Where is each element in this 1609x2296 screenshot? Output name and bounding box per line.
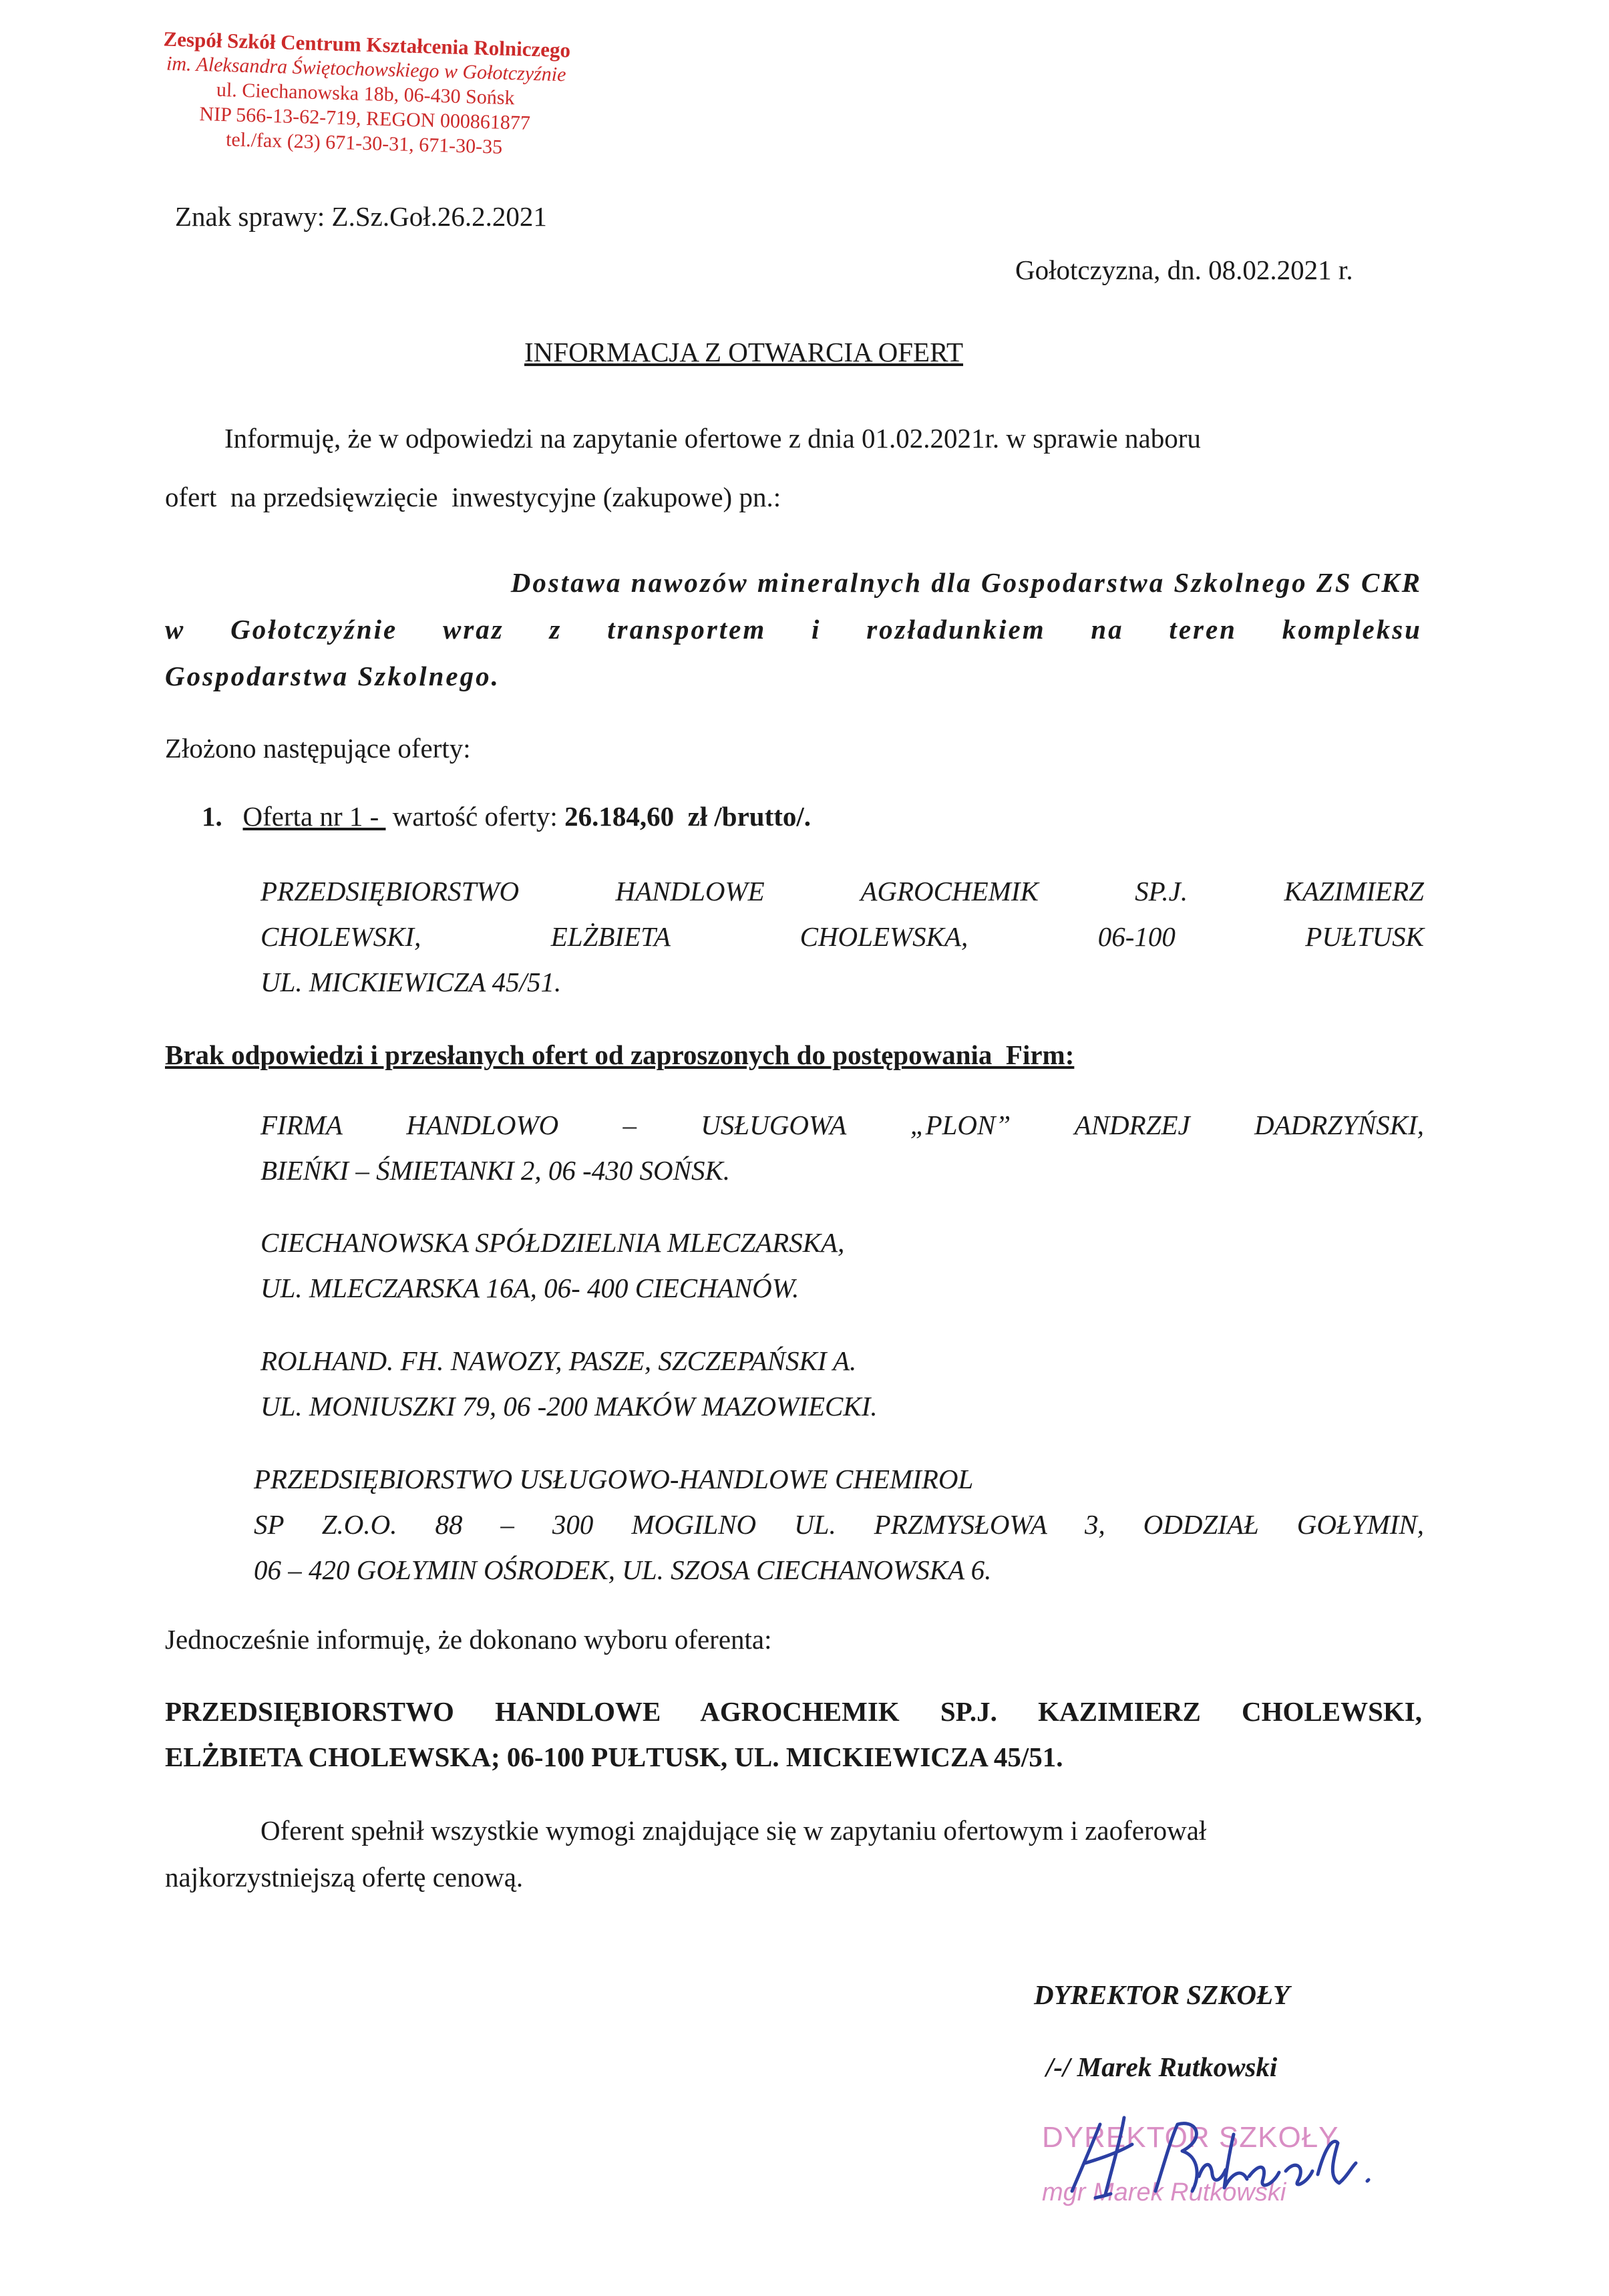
stamp-school-name: Zespół Szkół Centrum Kształcenia Rolniczego [163, 27, 571, 62]
subject-line-2: w Gołotczyźnie wraz z transportem i rozładunkiem na teren kompleksu [165, 614, 1422, 645]
firm-1-line-2: BIEŃKI – ŚMIETANKI 2, 06 -430 SOŃSK. [260, 1155, 731, 1186]
firm-4-line-3: 06 – 420 GOŁYMIN OŚRODEK, UL. SZOSA CIECHANOWSKA 6. [254, 1554, 992, 1585]
signature-role: DYREKTOR SZKOŁY [1034, 1979, 1290, 2010]
subject-line-1: Dostawa nawozów mineralnych dla Gospodarstwa Szkolnego ZS CKR [510, 567, 1422, 598]
offer-value: 26.184,60 zł /brutto/. [564, 801, 812, 832]
justification-line-2: najkorzystniejszą ofertę cenową. [165, 1862, 524, 1893]
firm-2-line-1: CIECHANOWSKA SPÓŁDZIELNIA MLECZARSKA, [260, 1227, 845, 1258]
selected-line-1: PRZEDSIĘBIORSTWO HANDLOWE AGROCHEMIK SP.J. KAZIMIERZ CHOLEWSKI, [165, 1696, 1422, 1727]
intro-line-1: Informuję, że w odpowiedzi na zapytanie ofertowe z dnia 01.02.2021r. w sprawie naboru [224, 423, 1201, 454]
place-date: Gołotczyzna, dn. 08.02.2021 r. [1015, 255, 1353, 285]
offer-company-line-3: UL. MICKIEWICZA 45/51. [260, 967, 562, 997]
page-title: INFORMACJA Z OTWARCIA OFERT [524, 337, 964, 367]
stamp-address: ul. Ciechanowska 18b, 06-430 Sońsk [216, 78, 515, 110]
stamp-nip-regon: NIP 566-13-62-719, REGON 000861877 [199, 103, 531, 134]
offer-company-line-1: PRZEDSIĘBIORSTWO HANDLOWE AGROCHEMIK SP.J. KAZIMIERZ [260, 876, 1424, 907]
firm-4-line-1: PRZEDSIĘBIORSTWO USŁUGOWO-HANDLOWE CHEMIROL [254, 1464, 974, 1494]
firm-3-line-2: UL. MONIUSZKI 79, 06 -200 MAKÓW MAZOWIECKI. [260, 1391, 878, 1422]
selected-line-2: ELŻBIETA CHOLEWSKA; 06-100 PUŁTUSK, UL. MICKIEWICZA 45/51. [165, 1742, 1063, 1772]
stamp-patron: im. Aleksandra Świętochowskiego w Gołotczyźnie [166, 52, 566, 86]
offer-label: Oferta nr 1 - [242, 801, 386, 832]
director-stamp-name: mgr Marek Rutkowski [1042, 2178, 1286, 2206]
justification-line-1: Oferent spełnił wszystkie wymogi znajdujące się w zapytaniu ofertowym i zaoferował [260, 1815, 1207, 1846]
handwritten-signature [1045, 2098, 1393, 2204]
offer-value-label: wartość oferty: [392, 801, 565, 832]
case-reference: Znak sprawy: Z.Sz.Goł.26.2.2021 [175, 201, 547, 232]
offer-company-line-2: CHOLEWSKI, ELŻBIETA CHOLEWSKA, 06-100 PUŁTUSK [260, 921, 1424, 952]
offer-number: 1. [202, 801, 222, 832]
firm-1-line-1: FIRMA HANDLOWO – USŁUGOWA „PLON” ANDRZEJ DADRZYŃSKI, [260, 1110, 1424, 1140]
firm-2-line-2: UL. MLECZARSKA 16A, 06- 400 CIECHANÓW. [260, 1273, 799, 1303]
offers-heading: Złożono następujące oferty: [165, 733, 471, 764]
subject-line-3: Gospodarstwa Szkolnego. [165, 661, 500, 691]
intro-line-2: ofert na przedsięwzięcie inwestycyjne (zakupowe) pn.: [165, 482, 781, 512]
director-stamp-role: DYREKTOR SZKOŁY [1042, 2121, 1339, 2154]
no-response-heading: Brak odpowiedzi i przesłanych ofert od zaproszonych do postępowania Firm: [165, 1039, 1075, 1070]
signature-name: /-/ Marek Rutkowski [1046, 2052, 1278, 2082]
stamp-phone: tel./fax (23) 671-30-31, 671-30-35 [225, 128, 503, 158]
school-header-stamp [124, 25, 608, 162]
selection-intro: Jednocześnie informuję, że dokonano wyboru oferenta: [165, 1624, 772, 1655]
firm-3-line-1: ROLHAND. FH. NAWOZY, PASZE, SZCZEPAŃSKI A. [260, 1345, 857, 1376]
offer-item [202, 800, 811, 833]
firm-4-line-2: SP Z.O.O. 88 – 300 MOGILNO UL. PRZMYSŁOWA 3, ODDZIAŁ GOŁYMIN, [254, 1509, 1424, 1540]
